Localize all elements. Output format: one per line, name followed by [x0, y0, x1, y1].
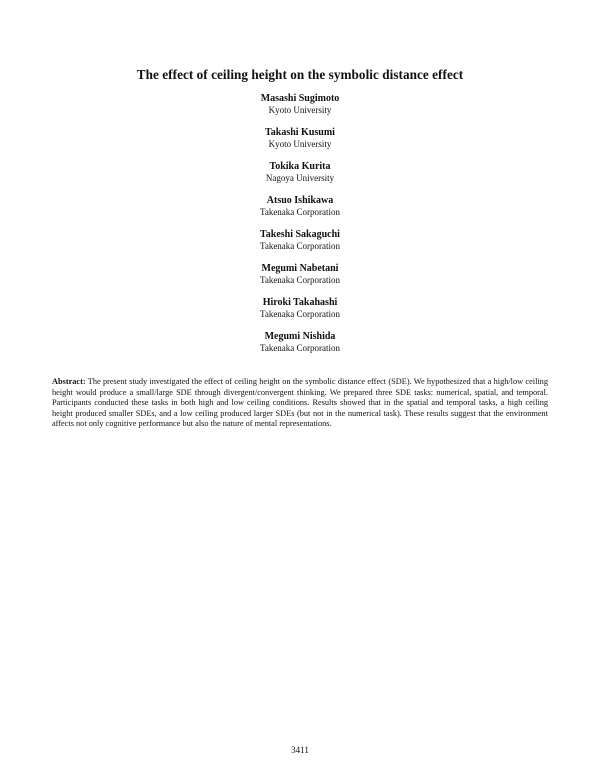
author-name: Takashi Kusumi: [265, 127, 335, 138]
author-affiliation: Takenaka Corporation: [259, 275, 341, 285]
author-affiliation: Takenaka Corporation: [259, 207, 341, 217]
author-affiliation: Nagoya University: [265, 173, 335, 183]
author-affiliation: Takenaka Corporation: [259, 241, 341, 251]
author-affiliation: Takenaka Corporation: [259, 343, 341, 353]
author-name: Masashi Sugimoto: [260, 93, 340, 104]
author-block: [0, 160, 600, 194]
paper-title: The effect of ceiling height on the symbolic distance effect: [136, 67, 464, 82]
author-affiliation: Takenaka Corporation: [259, 309, 341, 319]
author-list: [0, 92, 600, 364]
author-block: [0, 262, 600, 296]
author-name: Atsuo Ishikawa: [266, 195, 334, 206]
author-name: Tokika Kurita: [269, 161, 331, 172]
author-block: [0, 92, 600, 126]
author-affiliation: Kyoto University: [268, 139, 332, 149]
author-block: [0, 330, 600, 364]
abstract-label: Abstract:: [52, 377, 86, 386]
author-name: Megumi Nabetani: [261, 263, 339, 274]
author-block: [0, 228, 600, 262]
abstract-text: The present study investigated the effect of ceiling height on the symbolic distance effect (SDE). We hypothesized that a high/low ceiling height would produce a small/large SDE through divergent/convergent thinking. We prepared three SDE tasks: numerical, spatial, and temporal. Participants conducted these tasks in both high and low ceiling conditions. Results showed that in the spatial and temporal tasks, a high ceiling height produced smaller SDEs, and a low ceiling produced larger SDEs (but not in the numerical task). These results suggest that the environment affects not only cognitive performance but also the nature of mental representations.: [52, 377, 548, 428]
author-name: Hiroki Takahashi: [262, 297, 338, 308]
author-name: Takeshi Sakaguchi: [260, 229, 340, 240]
abstract: [52, 377, 548, 430]
author-block: [0, 194, 600, 228]
author-block: [0, 126, 600, 160]
author-block: [0, 296, 600, 330]
page-number: 3411: [291, 745, 309, 755]
author-affiliation: Kyoto University: [268, 105, 332, 115]
author-name: Megumi Nishida: [264, 331, 336, 342]
